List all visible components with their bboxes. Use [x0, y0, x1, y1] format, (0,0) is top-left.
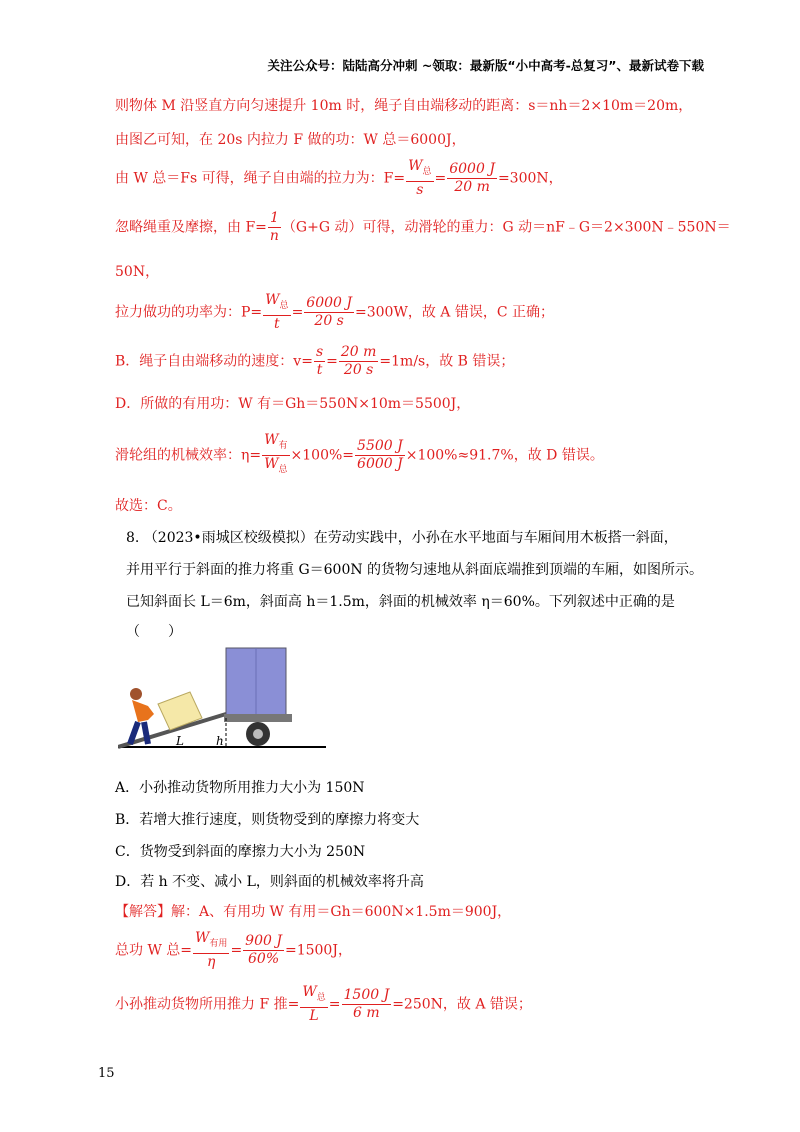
solution-line: 则物体 M 沿竖直方向匀速提升 10m 时，绳子自由端移动的距离：s＝nh＝2×10m＝20m， [115, 98, 693, 114]
den: 20 s [314, 312, 344, 329]
solution-line [115, 210, 730, 245]
label-L: L [176, 734, 184, 748]
fraction [262, 432, 289, 479]
text: 总功 W 总= [115, 942, 193, 959]
person-head [130, 688, 142, 700]
den: 6000 J [357, 455, 403, 472]
num: W [265, 292, 280, 308]
text: （G+G 动）可得，动滑轮的重力：G 动＝nF﹣G＝2×300N﹣550N＝ [281, 219, 731, 236]
den: 6 m [353, 1004, 380, 1021]
num: 5500 J [357, 437, 403, 454]
fraction [339, 344, 379, 379]
text: =300W，故 A 错误，C 正确； [355, 304, 555, 321]
page-number: 15 [98, 1066, 115, 1081]
incline-truck-figure [118, 644, 326, 750]
text: ×100%= [290, 447, 355, 464]
text: =300N， [497, 170, 563, 187]
sub: 总 [279, 300, 289, 311]
text: 滑轮组的机械效率：η= [115, 447, 262, 464]
question-line: （ ） [126, 624, 182, 640]
num: W [408, 158, 423, 174]
text: =1500J， [284, 942, 352, 959]
sub: 总 [278, 464, 288, 475]
page-header: 关注公众号：陆陆高分冲刺 ~领取：最新版“小中高考-总复习”、最新试卷下载 [267, 58, 704, 73]
question-line: 并用平行于斜面的推力将重 G＝600N 的货物匀速地从斜面底端推到顶端的车厢，如图所示。 [126, 562, 704, 578]
question-line: 已知斜面长 L＝6m，斜面高 h＝1.5m，斜面的机械效率 η＝60%。下列叙述中正确的是 [126, 594, 675, 610]
den: t [274, 315, 280, 332]
num: s [315, 344, 324, 360]
sub: 总 [316, 992, 326, 1003]
question-line: 8. （2023•雨城区校级模拟）在劳动实践中，小孙在水平地面与车厢间用木板搭一斜面， [126, 530, 678, 546]
solution-line: 拉力做功的功率为：P= $\frac{W_总}{t}$ = $\frac{6000 J}{20 s}$ =300W，故 A 错误，C 正确； [115, 292, 555, 332]
solution-line [115, 432, 730, 479]
den: L [309, 1007, 319, 1024]
text: ×100%≈91.7%，故 D 错误。 [405, 447, 604, 464]
den: η [207, 953, 216, 970]
solution-line: B．绳子自由端移动的速度：v= $\frac{s}{t}$ = $\frac{20 m}{20 s}$ =1m/s，故 B 错误； [115, 344, 515, 378]
truck-chassis [224, 714, 292, 722]
num: 900 J [245, 932, 282, 949]
den: 60% [248, 950, 280, 967]
fraction [406, 158, 433, 199]
fraction [243, 933, 284, 968]
den: s [416, 181, 424, 198]
option-d: D．若 h 不变、减小 L，则斜面的机械效率将升高 [115, 874, 424, 890]
fraction [447, 161, 497, 196]
option-c: C．货物受到斜面的摩擦力大小为 250N [115, 844, 366, 860]
fraction [263, 292, 290, 333]
person-body [132, 700, 154, 722]
den: n [269, 228, 279, 244]
fraction [342, 987, 392, 1022]
num: W [302, 984, 317, 1000]
solution-line: 故选：C。 [115, 498, 182, 514]
num: 1 [268, 210, 281, 228]
den: t [316, 362, 323, 378]
fraction [193, 930, 229, 971]
sub: 总 [422, 166, 432, 177]
solution-line: 由图乙可知，在 20s 内拉力 F 做的功：W 总＝6000J， [115, 132, 466, 148]
den: W [264, 455, 279, 472]
text: 由 W 总＝Fs 可得，绳子自由端的拉力为：F= [115, 170, 406, 187]
num: W [264, 432, 279, 448]
text: =250N，故 A 错误； [392, 996, 532, 1013]
text: 忽略绳重及摩擦，由 F= [115, 219, 267, 236]
fraction [355, 438, 405, 473]
text: 拉力做功的功率为：P= [115, 304, 263, 321]
fraction [268, 210, 281, 245]
solution-line: 由 W 总＝Fs 可得，绳子自由端的拉力为：F= $\frac{W_总}{s}$ = $\frac{6000 J}{20 m}$ =300N， [115, 158, 563, 198]
fraction [314, 344, 325, 379]
sub: 有用 [209, 938, 228, 949]
option-b: B．若增大推行速度，则货物受到的摩擦力将变大 [115, 812, 420, 828]
text: =1m/s，故 B 错误； [379, 353, 515, 370]
fraction [300, 984, 327, 1025]
answer-line: 总功 W 总= $\frac{W_{有用}}{\eta}$ = $\frac{900 J}{60\%}$ =1500J， [115, 930, 352, 970]
answer-line: 小孙推动货物所用推力 F 推= $\frac{W_总}{L}$ = $\frac{1500 J}{6 m}$ =250N，故 A 错误； [115, 984, 532, 1024]
text: 小孙推动货物所用推力 F 推= [115, 996, 300, 1013]
den: 20 m [454, 178, 490, 195]
num: 20 m [340, 344, 377, 360]
answer-line: 【解答】解：A、有用功 W 有用＝Gh＝600N×1.5m＝900J， [115, 904, 512, 920]
num: 6000 J [449, 160, 495, 177]
option-a: A．小孙推动货物所用推力大小为 150N [115, 780, 365, 796]
sub: 有 [278, 440, 288, 451]
text: B．绳子自由端移动的速度：v= [115, 353, 313, 370]
solution-line: D．所做的有用功：W 有＝Gh＝550N×10m＝5500J， [115, 396, 471, 412]
num: 6000 J [306, 294, 352, 311]
den: 20 s [343, 362, 374, 378]
solution-line: 50N， [115, 264, 160, 280]
num: W [195, 930, 210, 946]
num: 1500 J [343, 986, 390, 1003]
label-h: h [216, 734, 224, 748]
fraction [304, 295, 354, 330]
